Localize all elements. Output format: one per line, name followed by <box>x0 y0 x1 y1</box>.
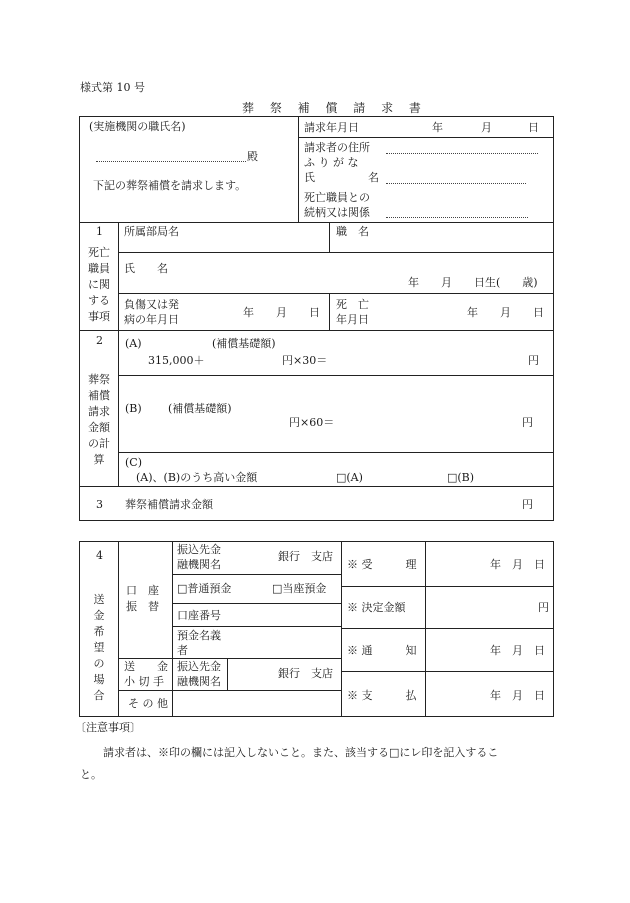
requester-address-label: 請求者の住所 <box>304 141 370 154</box>
check-bank-label-1: 振込先金 <box>177 660 221 673</box>
account-holder-label-1: 預金名義 <box>177 629 221 642</box>
sec4-number: 4 <box>96 549 103 562</box>
sec4-side-label: 送 金 希 望 の 場 合 <box>93 593 105 702</box>
name-label-mei: 名 <box>368 171 379 184</box>
account-transfer-label-2: 振 替 <box>126 600 159 613</box>
notified-date: 年 月 日 <box>490 644 545 657</box>
dono-label: 殿 <box>247 150 258 163</box>
death-label-2: 年月日 <box>336 313 369 326</box>
calc-b-label: (B) <box>125 402 142 415</box>
sec1-side-label: 死亡 職員 に関 する 事項 <box>88 246 110 323</box>
account-number-label: 口座番号 <box>177 609 221 622</box>
calc-a-label: (A) <box>125 337 142 350</box>
injury-label-1: 負傷又は発 <box>124 298 179 311</box>
post-label: 職 名 <box>336 225 369 238</box>
sec2-side-label: 葬祭 補償 請求 金額 の計 算 <box>88 373 110 466</box>
decided-amount-label: ※ 決定金額 <box>347 601 406 614</box>
relationship-label-2: 続柄又は関係 <box>304 206 370 219</box>
calc-c-text: (A)、(B)のうち高い金額 <box>136 471 258 484</box>
received-label: ※ 受 理 <box>347 558 417 571</box>
notes-line-1: 請求者は、※印の欄には記入しないこと。また、該当する□にレ印を記入するこ <box>103 746 499 759</box>
request-date-label: 請求年月日 <box>304 121 359 134</box>
paid-label: ※ 支 払 <box>347 689 417 702</box>
request-date-month: 月 <box>481 121 492 134</box>
check-label-1: 送 金 <box>124 660 168 673</box>
injury-label-2: 病の年月日 <box>124 313 179 326</box>
calc-c-label: (C) <box>125 456 142 469</box>
received-date: 年 月 日 <box>490 558 545 571</box>
calc-a-yen: 円 <box>528 354 539 367</box>
account-transfer-label-1: 口 座 <box>126 584 159 597</box>
deposit-current-checkbox[interactable]: □当座預金 <box>272 582 327 595</box>
other-label: そ の 他 <box>128 697 168 710</box>
death-date: 年 月 日 <box>467 306 544 319</box>
calc-b-yen: 円 <box>522 416 533 429</box>
injury-date: 年 月 日 <box>243 306 320 319</box>
sec2-number: 2 <box>96 334 103 347</box>
request-date-day: 日 <box>528 121 539 134</box>
total-amount-yen: 円 <box>522 498 533 511</box>
org-name-line[interactable] <box>96 161 246 162</box>
check-bank-value: 銀行 支店 <box>278 667 333 680</box>
calc-a-formula-left: 315,000＋ <box>148 354 205 367</box>
sec3-number: 3 <box>96 498 103 511</box>
calc-c-option-b[interactable]: □(B) <box>447 471 475 484</box>
decided-amount-yen: 円 <box>538 601 549 614</box>
paid-date: 年 月 日 <box>490 689 545 702</box>
calc-b-base-label: (補償基礎額) <box>168 402 232 415</box>
check-label-2: 小 切 手 <box>124 675 164 688</box>
sec1-number: 1 <box>96 225 103 238</box>
request-statement: 下記の葬祭補償を請求します。 <box>93 179 247 192</box>
furigana-label: ふ り が な <box>304 156 359 169</box>
form-number: 様式第 10 号 <box>80 81 145 94</box>
notified-label: ※ 通 知 <box>347 644 417 657</box>
account-holder-label-2: 者 <box>177 644 188 657</box>
relationship-line[interactable] <box>386 217 528 218</box>
name-label-shi: 氏 <box>304 171 315 184</box>
check-bank-label-2: 融機関名 <box>177 675 221 688</box>
calc-a-base-label: (補償基礎額) <box>212 337 276 350</box>
calc-c-option-a[interactable]: □(A) <box>336 471 363 484</box>
requester-address-line[interactable] <box>386 153 538 154</box>
birth-date-suffix: 年 月 日生( 歳) <box>408 276 538 289</box>
notes-heading: 〔注意事項〕 <box>75 721 141 734</box>
dept-label: 所属部局名 <box>124 225 179 238</box>
form-title: 葬 祭 補 償 請 求 書 <box>242 101 427 115</box>
bank-label-2: 融機関名 <box>177 558 221 571</box>
total-amount-label: 葬祭補償請求金額 <box>125 498 213 511</box>
calc-a-formula-right: 円×30＝ <box>282 354 328 367</box>
notes-line-2: と。 <box>80 768 102 781</box>
requester-name-line[interactable] <box>386 183 526 184</box>
death-label-1: 死 亡 <box>336 298 369 311</box>
deceased-name-label: 氏 名 <box>124 262 168 275</box>
bank-label-1: 振込先金 <box>177 543 221 556</box>
bank-value: 銀行 支店 <box>278 550 333 563</box>
request-date-year: 年 <box>432 121 443 134</box>
calc-b-formula: 円×60＝ <box>289 416 335 429</box>
org-label: (実施機関の職氏名) <box>89 120 186 133</box>
relationship-label-1: 死亡職員との <box>304 191 370 204</box>
deposit-ordinary-checkbox[interactable]: □普通預金 <box>177 582 232 595</box>
